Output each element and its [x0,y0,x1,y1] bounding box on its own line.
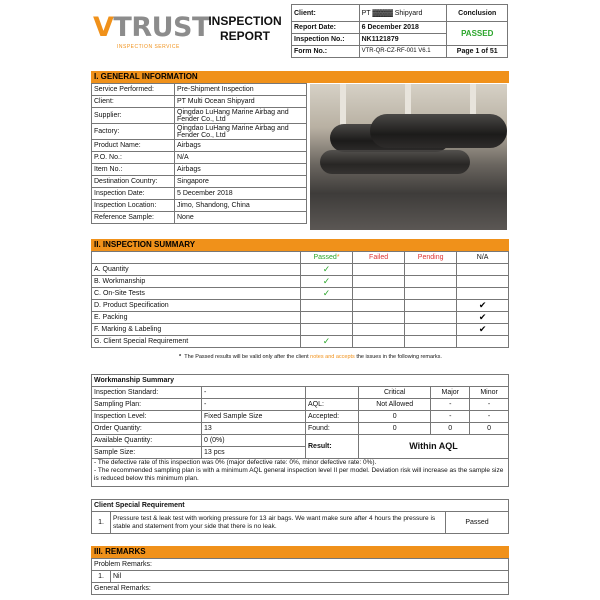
client-requirement-result: Passed [446,512,509,534]
na-check-icon: ✔ [457,324,509,336]
workmanship-summary-table: Workmanship Summary Inspection Standard: - Critical Major Minor Sampling Plan: - AQL: Not Allowed - - Inspection Level: Fixed Sample Size Accepted: 0 - - Order Quantity: 13 Found: 0 0 0 Available Quantity: 0 (0%) Result: Within AQL Sample Size: 13 pcs - The defective rate of this inspection was 0% (major defective rate: 0%, minor defective rate: 0%). - The recommended sampling plan is with a minimum AQL general inspection level II per model. Deviation risk will increase as the sample size is reduced below this minimum plan. [91,374,509,487]
remarks-table: Problem Remarks: 1. Nil General Remarks: [91,558,509,595]
page-number: Page 1 of 51 [447,46,508,58]
na-check-icon [457,336,509,348]
na-check-icon [457,264,509,276]
summary-row: G. Client Special Requirement ✓ [92,336,509,348]
workmanship-row: Sampling Plan: - AQL: Not Allowed - - [92,399,509,411]
passed-check-icon: ✓ [300,276,352,288]
passed-check-icon: ✓ [300,288,352,300]
aql-result: Within AQL [359,435,509,459]
summary-note: * The Passed results will be valid only after the client notes and accepts the issues in the following remarks. [179,354,442,360]
client-requirement-table: Client Special Requirement 1. Pressure test & leak test with working pressure for 13 air bags. We want make sure after 4 hours the pressure is stable and statement from your side that there is no leak. Passed [91,499,509,534]
passed-check-icon [300,312,352,324]
na-check-icon [457,276,509,288]
general-info-row: Service Performed: Pre-Shipment Inspection [92,84,307,96]
summary-row: A. Quantity ✓ [92,264,509,276]
general-info-row: Inspection Date: 5 December 2018 [92,188,307,200]
na-check-icon [457,288,509,300]
passed-check-icon: ✓ [300,264,352,276]
general-info-row: Inspection Location: Jimo, Shandong, China [92,200,307,212]
general-info-row: Product Name: Airbags [92,140,307,152]
na-check-icon: ✔ [457,312,509,324]
general-info-row: Destination Country: Singapore [92,176,307,188]
report-title: INSPECTION REPORT [208,14,282,43]
summary-row: C. On-Site Tests ✓ [92,288,509,300]
section-general-title: I. GENERAL INFORMATION [91,71,509,83]
airbag-photo [310,84,507,230]
inspection-report-page [91,2,509,598]
general-info-row: Item No.: Airbags [92,164,307,176]
section-remarks-title: III. REMARKS [91,546,509,558]
workmanship-row: Inspection Standard: - Critical Major Minor [92,387,509,399]
header-info-table: Client: PT ▓▓▓▓ Shipyard Conclusion Report Date: 6 December 2018 PASSED Inspection No.: NK1121879 Form No.: VTR-QR-CZ-RF-001 V6.1 Page 1 of 51 [291,4,508,58]
general-info-row: Reference Sample: None [92,212,307,224]
passed-check-icon: ✓ [300,336,352,348]
general-info-row: Factory: Qingdao LuHang Marine Airbag and Fender Co., Ltd [92,124,307,140]
passed-check-icon [300,300,352,312]
inspection-summary-table: Passed* Failed Pending N/A A. Quantity ✓ B. Workmanship ✓ C. On-Site Tests ✓ D. Product Specification ✔ E. Packing ✔ F. Marking & Labeling ✔ G. Client Special Requirement ✓ [91,251,509,348]
passed-check-icon [300,324,352,336]
general-info-row: Supplier: Qingdao LuHang Marine Airbag and Fender Co., Ltd [92,108,307,124]
vtrust-logo: VTRUST INSPECTION SERVICE [93,12,210,50]
report-header [91,2,509,60]
summary-row: E. Packing ✔ [92,312,509,324]
summary-row: F. Marking & Labeling ✔ [92,324,509,336]
general-info-row: P.O. No.: N/A [92,152,307,164]
na-check-icon: ✔ [457,300,509,312]
general-info-table [91,83,307,224]
summary-row: B. Workmanship ✓ [92,276,509,288]
workmanship-row: Inspection Level: Fixed Sample Size Accepted: 0 - - [92,411,509,423]
section-summary-title: II. INSPECTION SUMMARY [91,239,509,251]
client-value: PT ▓▓▓▓ Shipyard [359,5,447,22]
workmanship-row: Order Quantity: 13 Found: 0 0 0 [92,423,509,435]
summary-row: D. Product Specification ✔ [92,300,509,312]
general-info-row: Client: PT Multi Ocean Shipyard [92,96,307,108]
conclusion-badge: PASSED [447,22,508,46]
